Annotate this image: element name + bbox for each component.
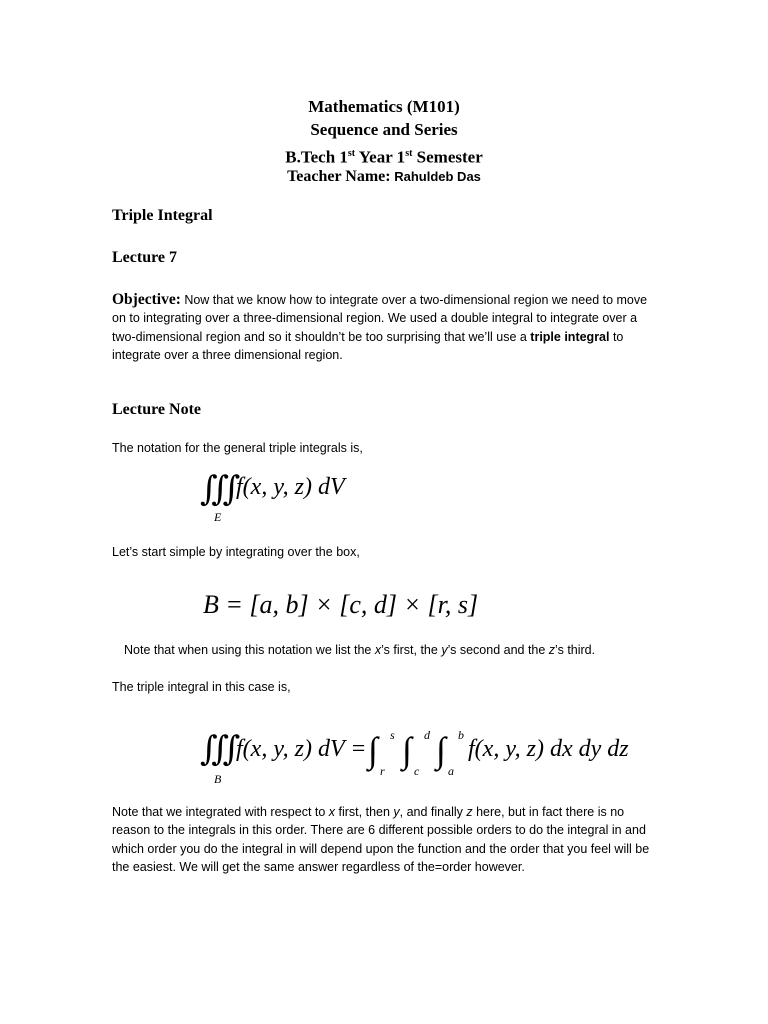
upper-limit-s: s bbox=[390, 728, 395, 742]
year-sup-2: st bbox=[405, 148, 413, 159]
lower-limit-r: r bbox=[380, 764, 385, 778]
note-x: x bbox=[374, 643, 382, 657]
note-z: z bbox=[548, 643, 556, 657]
objective-bold: triple integral bbox=[530, 329, 610, 344]
topic-heading: Triple Integral bbox=[112, 207, 213, 224]
triple-integral-symbol: ∭ bbox=[200, 471, 241, 508]
integral-sign-y: ∫ bbox=[402, 730, 412, 770]
lhs-integrand: f(x, y, z) dV = bbox=[236, 736, 367, 762]
objective-text-1: Now that we know how to integrate over a two-dimensional region we need to move on to integrating over a three-dimensional region. We used a double integral to integrate over a two-dimensional region and so it shouldn’t be too surprising that we’ll use a bbox=[112, 293, 648, 344]
teacher-label: Teacher Name: bbox=[287, 168, 391, 185]
equation-box: B = [a, b] × [c, d] × [r, s] bbox=[203, 590, 479, 619]
course-title: Mathematics (M101) bbox=[308, 97, 460, 116]
integral-sign-z: ∫ bbox=[368, 730, 378, 770]
lecture-heading: Lecture 7 bbox=[112, 249, 178, 266]
upper-limit-d: d bbox=[424, 728, 430, 742]
upper-limit-b: b bbox=[458, 728, 464, 742]
year-mid: Year 1 bbox=[355, 147, 406, 167]
year-suffix: Semester bbox=[412, 147, 483, 167]
note-part-b: ’s first, the bbox=[381, 643, 442, 657]
rhs-integrand: f(x, y, z) dx dy dz bbox=[468, 736, 629, 762]
lower-limit-a: a bbox=[448, 764, 454, 778]
note-part-c: ’s second and the bbox=[447, 643, 549, 657]
order-paragraph bbox=[112, 803, 660, 876]
teacher-line bbox=[0, 166, 768, 188]
year-prefix: B.Tech 1 bbox=[285, 147, 348, 167]
triple-integral-symbol-2: ∭ bbox=[200, 731, 241, 768]
region-label-2: B bbox=[214, 772, 222, 786]
objective-paragraph bbox=[112, 291, 660, 364]
year-sup-1: st bbox=[347, 148, 356, 159]
equation-box-integral bbox=[200, 728, 640, 792]
teacher-name: Rahuldeb Das bbox=[390, 169, 481, 184]
order-note bbox=[124, 641, 664, 659]
integrand: f(x, y, z) dV bbox=[236, 474, 345, 500]
course-subtitle: Sequence and Series bbox=[310, 120, 458, 139]
order-y: y bbox=[393, 805, 400, 819]
order-x: x bbox=[328, 805, 336, 819]
integral-sign-x: ∫ bbox=[436, 730, 446, 770]
box-paragraph: Let’s start simple by integrating over the box, bbox=[112, 545, 360, 559]
note-y: y bbox=[441, 643, 448, 657]
lecture-note-heading: Lecture Note bbox=[112, 401, 201, 418]
order-part-c: , and finally bbox=[399, 805, 467, 819]
order-part-d: here, but in fact there is no reason to the integrals in this order. There are 6 different possible orders to do the integral in and which order you do the integral in will depend upon the function and the order that you feel will be the easiest. We will get the same answer regardless of the=order however. bbox=[112, 805, 650, 874]
lower-limit-c: c bbox=[414, 764, 420, 778]
note-part-a: Note that when using this notation we list the bbox=[124, 643, 375, 657]
order-z: z bbox=[466, 805, 473, 819]
order-part-b: first, then bbox=[335, 805, 394, 819]
objective-label: Objective: bbox=[112, 291, 181, 308]
note-part-d: ’s third. bbox=[555, 643, 596, 657]
triple-integral-paragraph: The triple integral in this case is, bbox=[112, 680, 291, 694]
objective-text-2: to integrate over a three dimensional region. bbox=[112, 329, 624, 362]
course-year bbox=[0, 143, 768, 169]
notation-paragraph: The notation for the general triple integrals is, bbox=[112, 441, 363, 455]
region-label: E bbox=[214, 510, 222, 524]
order-part-a: Note that we integrated with respect to bbox=[112, 805, 329, 819]
